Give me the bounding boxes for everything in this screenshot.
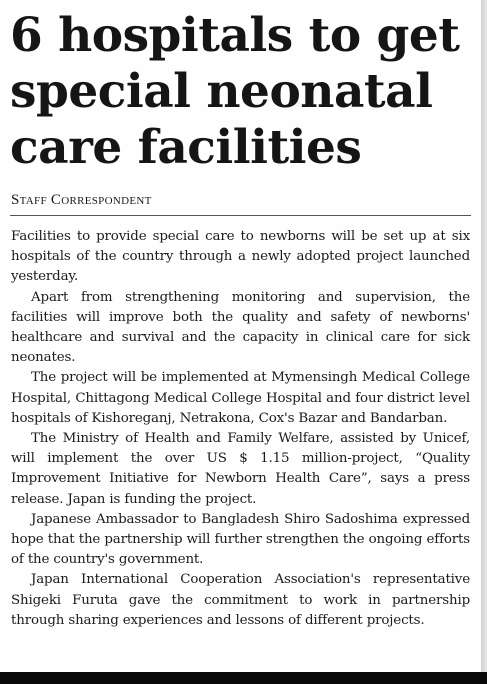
page-edge-shadow [481, 0, 487, 684]
article-paragraph: Japan International Cooperation Association's representative Shigeki Furuta gave the commitment to work in partnership through sharing experiences and lessons of different projects. [11, 572, 470, 628]
bottom-edge-bar [0, 672, 487, 684]
article-byline: Staff Correspondent [11, 192, 152, 208]
article-paragraph: Japanese Ambassador to Bangladesh Shiro Sadoshima expressed hope that the partnership will further strengthen the ongoing efforts of the country's government. [11, 511, 470, 568]
article-paragraph: Apart from strengthening monitoring and supervision, the facilities will improve both the quality and safety of newborns' healthcare and survival and the capacity in clinical care for sick neonates. [11, 289, 470, 366]
article-body [11, 227, 470, 631]
article-headline: 6 hospitals to get special neonatal care facilities [10, 8, 460, 175]
article-paragraph: The Ministry of Health and Family Welfare, assisted by Unicef, will implement the over US $ 1.15 million-project, “Quality Improvement Initiative for Newborn Health Care”, says a press release. Japan is funding the project. [11, 431, 470, 507]
article-paragraph: Facilities to provide special care to newborns will be set up at six hospitals of the country through a newly adopted project launched yesterday. [11, 229, 470, 285]
byline-divider [10, 215, 471, 216]
article-paragraph: The project will be implemented at Mymensingh Medical College Hospital, Chittagong Medical College Hospital and four district level hospitals of Kishoreganj, Netrakona, Cox's Bazar and Bandarban. [11, 370, 470, 426]
